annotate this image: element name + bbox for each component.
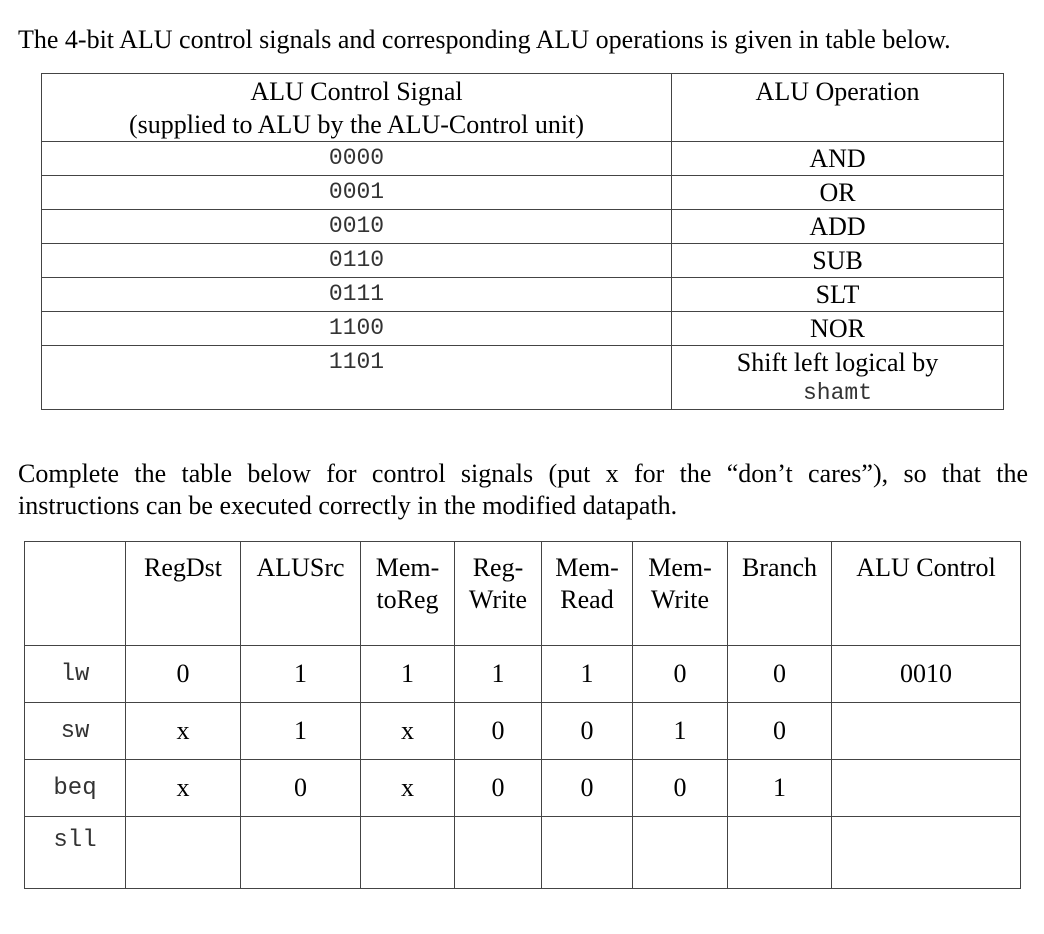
- header-alu-operation: ALU Operation: [672, 74, 1004, 142]
- intro-paragraph: The 4-bit ALU control signals and corresponding ALU operations is given in table below.: [18, 25, 951, 54]
- instr-cell: lw: [25, 646, 126, 703]
- alu-control-table: [41, 73, 1004, 410]
- control-row-lw: [25, 646, 1021, 703]
- header-signal-line2: (supplied to ALU by the ALU-Control unit): [129, 110, 584, 139]
- header-signal-line1: ALU Control Signal: [250, 77, 463, 106]
- alu-signal-cell: 0001: [42, 176, 672, 210]
- header-memtoreg: [361, 542, 455, 646]
- header-regwrite-line1: Reg-: [472, 553, 524, 582]
- memtoreg-cell: x: [361, 703, 455, 760]
- memread-cell: 0: [542, 760, 633, 817]
- alu-operation-cell: [672, 346, 1004, 410]
- alucontrol-cell[interactable]: [832, 817, 1021, 889]
- regwrite-cell: 1: [455, 646, 542, 703]
- memwrite-cell: 0: [633, 760, 728, 817]
- regwrite-cell: 0: [455, 703, 542, 760]
- branch-cell: 0: [728, 703, 832, 760]
- regdst-cell[interactable]: [126, 817, 241, 889]
- header-memwrite: [633, 542, 728, 646]
- alu-table-row: [42, 142, 1004, 176]
- header-regdst: RegDst: [126, 542, 241, 646]
- header-regwrite-line2: Write: [468, 585, 528, 614]
- memread-cell: 0: [542, 703, 633, 760]
- branch-cell: 1: [728, 760, 832, 817]
- alu-operation-cell: AND: [672, 142, 1004, 176]
- alu-operation-cell: OR: [672, 176, 1004, 210]
- header-blank: [25, 542, 126, 646]
- header-memwrite-line2: Write: [650, 585, 710, 614]
- alu-operation-cell: SLT: [672, 278, 1004, 312]
- alucontrol-cell[interactable]: [832, 703, 1021, 760]
- alu-operation-cell: NOR: [672, 312, 1004, 346]
- header-memtoreg-line1: Mem-: [375, 553, 440, 582]
- control-row-sll: [25, 817, 1021, 889]
- alucontrol-cell[interactable]: [832, 760, 1021, 817]
- alu-operation-text: Shift left logical by: [736, 348, 939, 377]
- memwrite-cell: 1: [633, 703, 728, 760]
- instr-cell: sll: [25, 817, 126, 889]
- control-row-beq: [25, 760, 1021, 817]
- alu-signal-cell: 1101: [42, 346, 672, 410]
- alu-signal-cell: 0110: [42, 244, 672, 278]
- alusrc-cell: 0: [241, 760, 361, 817]
- header-memread: [542, 542, 633, 646]
- branch-cell: 0: [728, 646, 832, 703]
- header-alusrc: ALUSrc: [241, 542, 361, 646]
- header-memread-line1: Mem-: [555, 553, 619, 582]
- instructions-paragraph: [18, 458, 1028, 522]
- alusrc-cell: 1: [241, 646, 361, 703]
- regdst-cell: x: [126, 760, 241, 817]
- memread-cell[interactable]: [542, 817, 633, 889]
- header-memread-line2: Read: [560, 585, 614, 614]
- header-memtoreg-line2: toReg: [376, 585, 439, 614]
- instr-cell: beq: [25, 760, 126, 817]
- memtoreg-cell: 1: [361, 646, 455, 703]
- alusrc-cell: 1: [241, 703, 361, 760]
- regwrite-cell: 0: [455, 760, 542, 817]
- instr-cell: sw: [25, 703, 126, 760]
- alu-operation-code: shamt: [802, 380, 872, 406]
- regdst-cell: x: [126, 703, 241, 760]
- alu-table-row: [42, 278, 1004, 312]
- regwrite-cell[interactable]: [455, 817, 542, 889]
- alu-table-row: [42, 312, 1004, 346]
- control-signals-table: [24, 541, 1021, 889]
- alu-signal-cell: 0111: [42, 278, 672, 312]
- control-row-sw: [25, 703, 1021, 760]
- control-table-header-row: [25, 542, 1021, 646]
- header-alu-control-signal: [42, 74, 672, 142]
- alu-signal-cell: 0010: [42, 210, 672, 244]
- alu-table-row: [42, 176, 1004, 210]
- alu-signal-cell: 1100: [42, 312, 672, 346]
- alusrc-cell[interactable]: [241, 817, 361, 889]
- alu-signal-cell: 0000: [42, 142, 672, 176]
- alu-table-row: [42, 244, 1004, 278]
- memwrite-cell: 0: [633, 646, 728, 703]
- instructions-line2: instructions can be executed correctly in the modified datapath.: [18, 491, 678, 520]
- memwrite-cell[interactable]: [633, 817, 728, 889]
- branch-cell[interactable]: [728, 817, 832, 889]
- memtoreg-cell[interactable]: [361, 817, 455, 889]
- header-memwrite-line1: Mem-: [648, 553, 712, 582]
- header-branch: Branch: [728, 542, 832, 646]
- header-alu-control: ALU Control: [832, 542, 1021, 646]
- header-regwrite: [455, 542, 542, 646]
- alu-operation-cell: SUB: [672, 244, 1004, 278]
- alu-table-header-row: [42, 74, 1004, 142]
- alucontrol-cell: 0010: [832, 646, 1021, 703]
- memread-cell: 1: [542, 646, 633, 703]
- memtoreg-cell: x: [361, 760, 455, 817]
- alu-table-row: [42, 210, 1004, 244]
- regdst-cell: 0: [126, 646, 241, 703]
- instructions-line1: Complete the table below for control signals (put x for the “don’t cares”), so that the: [18, 459, 1028, 488]
- alu-table-row: [42, 346, 1004, 410]
- alu-operation-cell: ADD: [672, 210, 1004, 244]
